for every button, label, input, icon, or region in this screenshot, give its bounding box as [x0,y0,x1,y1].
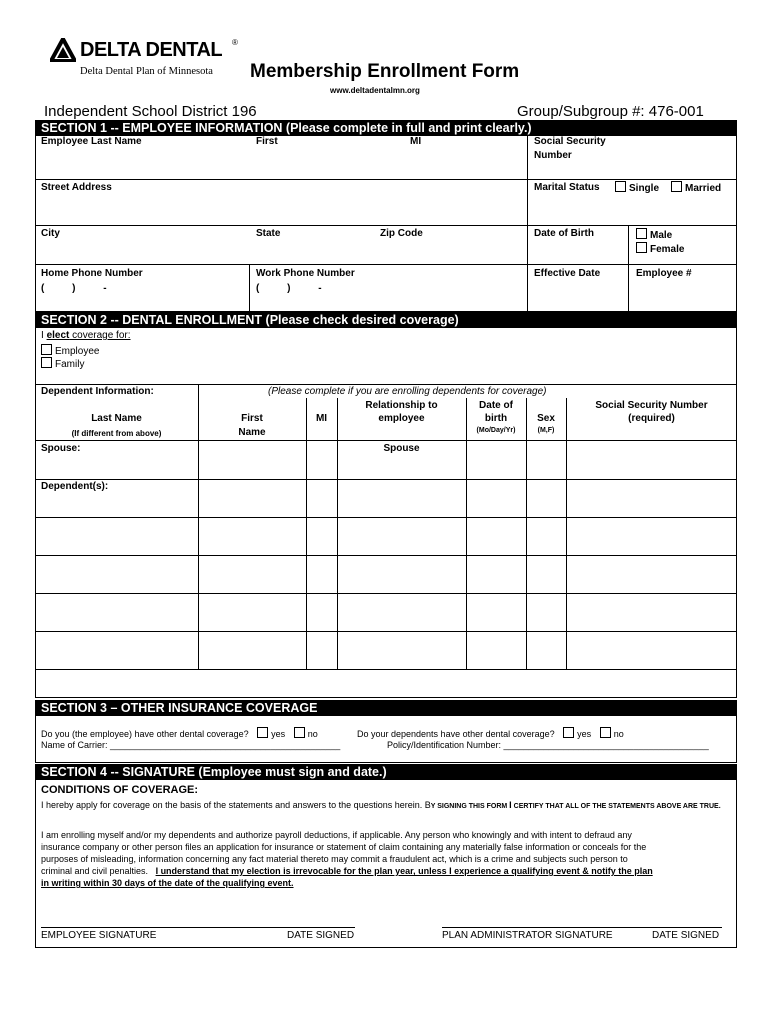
col-last-name-sub: (If different from above) [71,429,162,438]
divider [337,398,338,669]
admin-signature-label: PLAN ADMINISTRATOR SIGNATURE [442,930,613,941]
col-sex: Sex [537,413,555,424]
website-url[interactable]: www.deltadentalmn.org [330,86,420,95]
zip-code-label: Zip Code [380,228,423,239]
q2-yes-label: yes [577,729,592,739]
male-label: Male [650,230,673,241]
policy-number-field[interactable]: Policy/Identification Number: _________________________________________ [387,740,709,750]
employee-signature-label: EMPLOYEE SIGNATURE [41,930,157,941]
city-label: City [41,228,60,239]
spouse-row-label: Spouse: [41,443,81,454]
district-name: Independent School District 196 [44,103,257,120]
work-phone-label: Work Phone Number [256,268,355,279]
divider [466,398,467,669]
col-relationship-line2: employee [378,413,425,424]
col-first-name-line1: First [241,413,263,424]
col-relationship-line1: Relationship to [365,400,438,411]
section3-header: SECTION 3 – OTHER INSURANCE COVERAGE [35,700,737,716]
married-checkbox[interactable] [671,181,682,192]
col-sex-sub: (M,F) [537,427,555,434]
employee-last-name-label: Employee Last Name [41,136,142,147]
divider [35,225,737,226]
employee-signature-line[interactable] [41,927,355,928]
divider [527,136,528,312]
col-dob-line2: birth [484,413,508,424]
delta-triangle-icon [50,38,76,62]
divider [306,398,307,669]
conditions-paragraph-1: I hereby apply for coverage on the basis of the statements and answers to the questions herein. BY SIGNING THIS FORM I CERTIFY THAT ALL OF THE STATEMENTS ABOVE ARE TRUE. [41,800,721,810]
spouse-relationship: Spouse [383,443,420,454]
q1-yes-checkbox[interactable] [257,727,268,738]
dependents-row-label: Dependent(s): [41,481,109,492]
employee-coverage-checkbox[interactable] [41,344,52,355]
q1-no-label: no [307,729,318,739]
work-phone-field[interactable]: ( ) - [256,283,322,294]
divider [35,440,737,441]
divider [35,555,737,556]
logo-subtitle: Delta Dental Plan of Minnesota [80,66,213,77]
divider [35,517,737,518]
dependent-note: (Please complete if you are enrolling dependents for coverage) [268,386,547,397]
divider [35,179,737,180]
divider [628,225,629,312]
dependent-info-label: Dependent Information: [41,386,154,397]
col-ssn-line1: Social Security Number [595,400,708,411]
divider [35,593,737,594]
divider [35,384,737,385]
mi-label: MI [410,136,422,147]
effective-date-label: Effective Date [534,268,601,279]
ssn-label-line2: Number [534,150,572,161]
divider [526,398,527,669]
logo-text: DELTA DENTAL [80,39,223,61]
home-phone-label: Home Phone Number [41,268,143,279]
date-signed-label-2: DATE SIGNED [652,930,720,941]
section4-header: SECTION 4 -- SIGNATURE (Employee must sign and date.) [35,764,737,780]
conditions-heading: CONDITIONS OF COVERAGE: [41,784,199,796]
divider [35,264,737,265]
single-option[interactable] [615,181,659,194]
home-phone-field[interactable]: ( ) - [41,283,107,294]
q2-text: Do your dependents have other dental coverage? [357,729,555,739]
employee-number-label: Employee # [636,268,692,279]
q2-no-label: no [613,729,624,739]
col-last-name: Last Name [91,413,142,424]
group-number: Group/Subgroup #: 476-001 [517,103,704,120]
col-mi: MI [315,413,328,424]
coverage-employee-option[interactable] [41,344,99,357]
male-checkbox[interactable] [636,228,647,239]
delta-logo [50,36,240,80]
single-checkbox[interactable] [615,181,626,192]
first-name-label: First [256,136,278,147]
section1-box [35,120,737,312]
family-coverage-checkbox[interactable] [41,357,52,368]
male-option[interactable] [636,228,672,241]
divider [566,398,567,669]
carrier-name-field[interactable]: Name of Carrier: ______________________________________________ [41,740,341,750]
form-title: Membership Enrollment Form [250,61,520,82]
single-label: Single [629,183,660,194]
section2-box [35,312,737,698]
section1-header: SECTION 1 -- EMPLOYEE INFORMATION (Please complete in full and print clearly.) [35,120,737,136]
street-address-label: Street Address [41,182,112,193]
state-label: State [256,228,281,239]
section2-header: SECTION 2 -- DENTAL ENROLLMENT (Please check desired coverage) [35,312,737,328]
married-label: Married [685,183,722,194]
family-coverage-label: Family [55,359,85,370]
married-option[interactable] [671,181,721,194]
q1-text: Do you (the employee) have other dental coverage? [41,729,249,739]
female-label: Female [650,244,685,255]
divider [35,479,737,480]
date-of-birth-label: Date of Birth [534,228,594,239]
ssn-label-line1: Social Security [534,136,606,147]
col-ssn-line2: (required) [628,413,675,424]
employee-coverage-label: Employee [55,346,100,357]
marital-status-label: Marital Status [534,182,600,193]
coverage-family-option[interactable] [41,357,84,370]
conditions-paragraph-2: I am enrolling myself and/or my dependents and authorize payroll deductions, if applicable. Any person who knowingly and with intent to defraud any insurance company or other person files an application for insurance or statement of claim containing any materially false information or conceals for the purposes of misleading, information concerning any fact material thereto may commit a fraudulent act, which is a crime and subjects such person to criminal and civil penalties. I understand that my election is irrevocable for the plan year, unless I experience a qualifying event & notify the plan in writing within 30 days of the date of the qualifying event. [41,830,653,888]
divider [249,264,250,312]
col-dob-sub: (Mo/Day/Yr) [476,427,516,434]
employee-other-coverage-question [41,727,318,739]
female-checkbox[interactable] [636,242,647,253]
elect-coverage-text: I elect coverage for: [41,330,131,341]
divider [35,631,737,632]
col-first-name-line2: Name [238,427,266,438]
divider [35,669,737,670]
q1-yes-label: yes [271,729,286,739]
logo-registered-mark: ® [232,38,238,47]
date-signed-label-1: DATE SIGNED [287,930,355,941]
admin-signature-line[interactable] [442,927,722,928]
q1-no-checkbox[interactable] [294,727,305,738]
female-option[interactable] [636,242,684,255]
q2-yes-checkbox[interactable] [563,727,574,738]
q2-no-checkbox[interactable] [600,727,611,738]
col-dob-line1: Date of [479,400,513,411]
dependents-other-coverage-question [357,727,624,739]
